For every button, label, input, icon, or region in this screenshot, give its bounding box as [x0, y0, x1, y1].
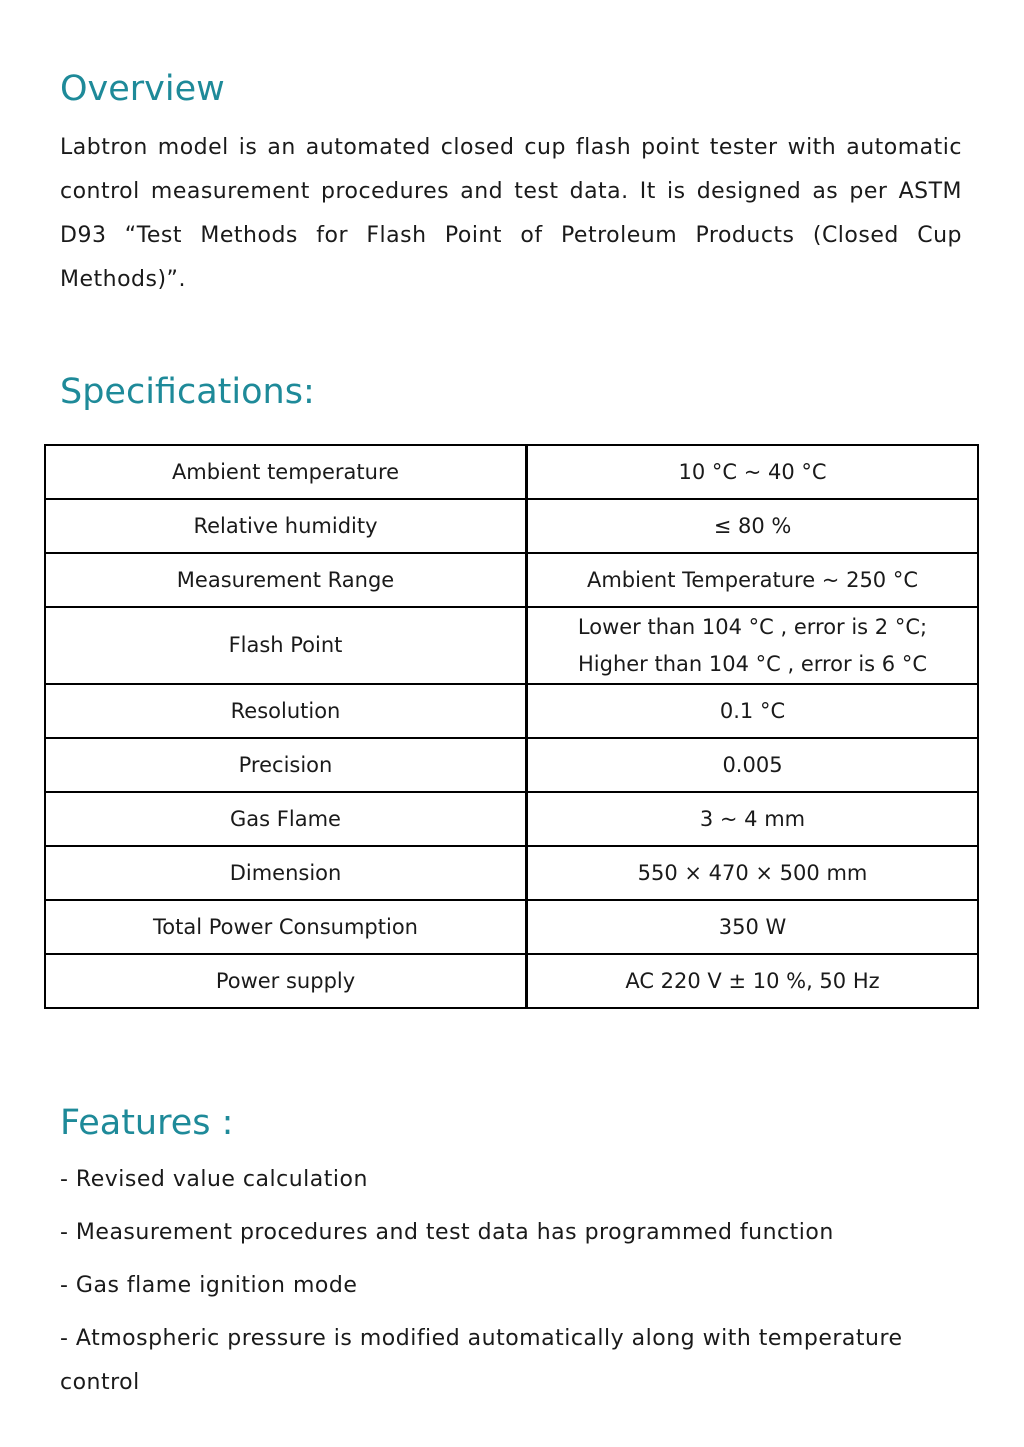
spec-label: Total Power Consumption — [45, 900, 527, 954]
spec-value-line: Lower than 104 °C , error is 2 °C; — [577, 614, 928, 639]
spec-value: AC 220 V ± 10 %, 50 Hz — [527, 954, 979, 1008]
spec-row — [45, 607, 978, 684]
features-heading: Features : — [60, 1103, 234, 1143]
spec-value: 350 W — [527, 900, 979, 954]
spec-label: Power supply — [45, 954, 527, 1008]
feature-item: - Atmospheric pressure is modified automatically along with temperature control — [60, 1326, 903, 1395]
spec-value: 0.005 — [527, 738, 979, 792]
spec-value: Ambient Temperature ~ 250 °C — [527, 553, 979, 607]
spec-label: Resolution — [45, 684, 527, 738]
spec-value: 0.1 °C — [527, 684, 979, 738]
feature-item: - Revised value calculation — [60, 1167, 368, 1192]
spec-value: ≤ 80 % — [527, 499, 979, 553]
feature-item: - Gas flame ignition mode — [60, 1273, 358, 1298]
spec-row — [45, 553, 978, 607]
spec-row — [45, 499, 978, 553]
spec-label: Precision — [45, 738, 527, 792]
spec-label: Ambient temperature — [45, 445, 527, 499]
spec-value-line: Higher than 104 °C , error is 6 °C — [577, 651, 927, 676]
overview-heading: Overview — [60, 69, 225, 109]
spec-value: 550 × 470 × 500 mm — [527, 846, 979, 900]
specifications-table — [44, 444, 979, 1009]
spec-value: 10 °C ~ 40 °C — [527, 445, 979, 499]
spec-row — [45, 792, 978, 846]
spec-row — [45, 445, 978, 499]
spec-label: Measurement Range — [45, 553, 527, 607]
spec-value — [527, 607, 979, 684]
spec-row — [45, 738, 978, 792]
spec-row — [45, 900, 978, 954]
spec-label: Relative humidity — [45, 499, 527, 553]
spec-row — [45, 684, 978, 738]
specifications-heading: Specifications: — [60, 372, 315, 412]
spec-row — [45, 846, 978, 900]
spec-label: Flash Point — [45, 607, 527, 684]
spec-value: 3 ~ 4 mm — [527, 792, 979, 846]
features-list — [60, 1158, 970, 1414]
spec-row — [45, 954, 978, 1008]
feature-item: - Measurement procedures and test data has programmed function — [60, 1220, 834, 1245]
overview-paragraph: Labtron model is an automated closed cup flash point tester with automatic control measurement procedures and test data. It is designed as per ASTM D93 “Test Methods for Flash Point of Petroleum Products (Closed Cup Methods)”. — [60, 135, 962, 292]
spec-label: Dimension — [45, 846, 527, 900]
spec-label: Gas Flame — [45, 792, 527, 846]
